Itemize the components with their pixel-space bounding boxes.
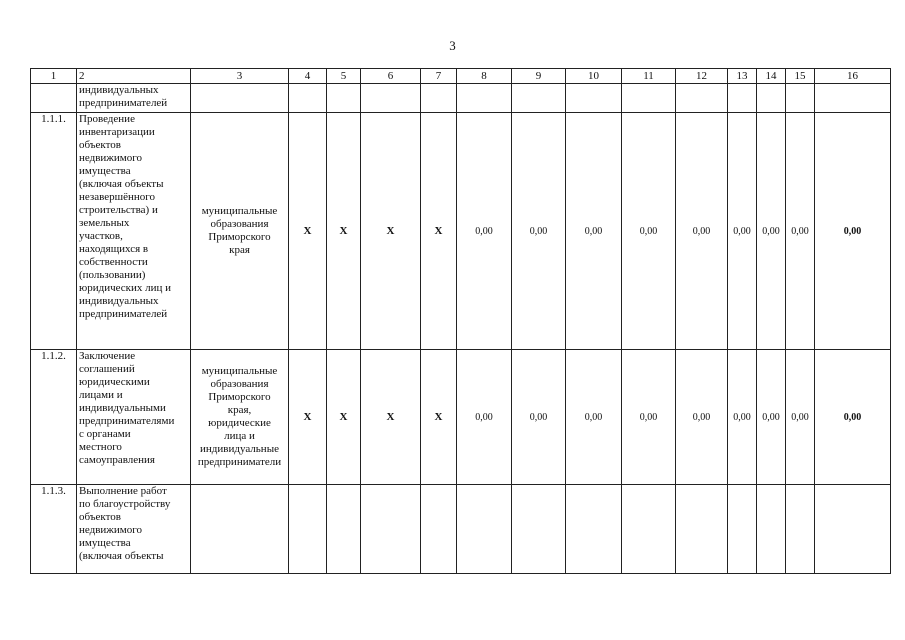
value-cell xyxy=(566,485,622,574)
executor: муниципальные образования Приморского края xyxy=(191,113,289,350)
value-cell: 0,00 xyxy=(457,113,512,350)
executor xyxy=(191,84,289,113)
value-cell: 0,00 xyxy=(757,113,786,350)
mark-cell: X xyxy=(289,113,327,350)
value-cell: 0,00 xyxy=(728,113,757,350)
measure-name: Заключение соглашений юридическими лицами и индивидуальными предпринимателями с органами местного самоуправления xyxy=(77,350,191,485)
column-number: 10 xyxy=(566,69,622,84)
total-cell xyxy=(815,84,891,113)
value-cell xyxy=(728,84,757,113)
table-row xyxy=(31,350,891,485)
value-cell xyxy=(757,485,786,574)
row-number xyxy=(31,84,77,113)
mark-cell: X xyxy=(421,350,457,485)
mark-cell xyxy=(421,485,457,574)
column-number: 8 xyxy=(457,69,512,84)
measures-table xyxy=(30,68,891,574)
value-cell: 0,00 xyxy=(786,113,815,350)
value-cell: 0,00 xyxy=(457,350,512,485)
value-cell xyxy=(786,485,815,574)
table-row xyxy=(31,113,891,350)
value-cell xyxy=(786,84,815,113)
column-number: 7 xyxy=(421,69,457,84)
value-cell xyxy=(512,485,566,574)
value-cell xyxy=(622,84,676,113)
measure-name: Проведение инвентаризации объектов недвижимого имущества (включая объекты незавершённого строительства) и земельных участков, находящихся в собственности (пользовании) юридических лиц и индивидуальных предпринимателей xyxy=(77,113,191,350)
column-number: 14 xyxy=(757,69,786,84)
mark-cell xyxy=(361,84,421,113)
value-cell xyxy=(566,84,622,113)
mark-cell xyxy=(327,485,361,574)
column-number: 15 xyxy=(786,69,815,84)
value-cell: 0,00 xyxy=(566,350,622,485)
value-cell: 0,00 xyxy=(622,350,676,485)
value-cell: 0,00 xyxy=(676,113,728,350)
mark-cell: X xyxy=(289,350,327,485)
mark-cell xyxy=(327,84,361,113)
column-number: 1 xyxy=(31,69,77,84)
column-number: 3 xyxy=(191,69,289,84)
column-number: 11 xyxy=(622,69,676,84)
mark-cell xyxy=(421,84,457,113)
value-cell xyxy=(676,485,728,574)
value-cell: 0,00 xyxy=(512,113,566,350)
mark-cell xyxy=(361,485,421,574)
mark-cell: X xyxy=(327,113,361,350)
column-number: 2 xyxy=(77,69,191,84)
value-cell xyxy=(757,84,786,113)
value-cell: 0,00 xyxy=(566,113,622,350)
column-number: 6 xyxy=(361,69,421,84)
mark-cell: X xyxy=(421,113,457,350)
total-cell: 0,00 xyxy=(815,350,891,485)
total-cell: 0,00 xyxy=(815,113,891,350)
value-cell: 0,00 xyxy=(622,113,676,350)
total-cell xyxy=(815,485,891,574)
column-number-row xyxy=(31,69,891,84)
value-cell: 0,00 xyxy=(786,350,815,485)
row-number: 1.1.1. xyxy=(31,113,77,350)
measure-name: индивидуальных предпринимателей xyxy=(77,84,191,113)
value-cell xyxy=(676,84,728,113)
value-cell xyxy=(622,485,676,574)
page-number: 3 xyxy=(449,38,456,53)
value-cell xyxy=(457,84,512,113)
value-cell xyxy=(457,485,512,574)
table-row xyxy=(31,84,891,113)
value-cell: 0,00 xyxy=(512,350,566,485)
mark-cell xyxy=(289,84,327,113)
table-row xyxy=(31,485,891,574)
value-cell: 0,00 xyxy=(728,350,757,485)
column-number: 9 xyxy=(512,69,566,84)
value-cell: 0,00 xyxy=(676,350,728,485)
column-number: 4 xyxy=(289,69,327,84)
mark-cell: X xyxy=(327,350,361,485)
column-number: 13 xyxy=(728,69,757,84)
row-number: 1.1.3. xyxy=(31,485,77,574)
mark-cell xyxy=(289,485,327,574)
measure-name: Выполнение работ по благоустройству объектов недвижимого имущества (включая объекты xyxy=(77,485,191,574)
column-number: 5 xyxy=(327,69,361,84)
value-cell: 0,00 xyxy=(757,350,786,485)
column-number: 12 xyxy=(676,69,728,84)
mark-cell: X xyxy=(361,350,421,485)
mark-cell: X xyxy=(361,113,421,350)
executor: муниципальные образования Приморского края, юридические лица и индивидуальные предприниматели xyxy=(191,350,289,485)
column-number: 16 xyxy=(815,69,891,84)
row-number: 1.1.2. xyxy=(31,350,77,485)
value-cell xyxy=(728,485,757,574)
value-cell xyxy=(512,84,566,113)
executor xyxy=(191,485,289,574)
